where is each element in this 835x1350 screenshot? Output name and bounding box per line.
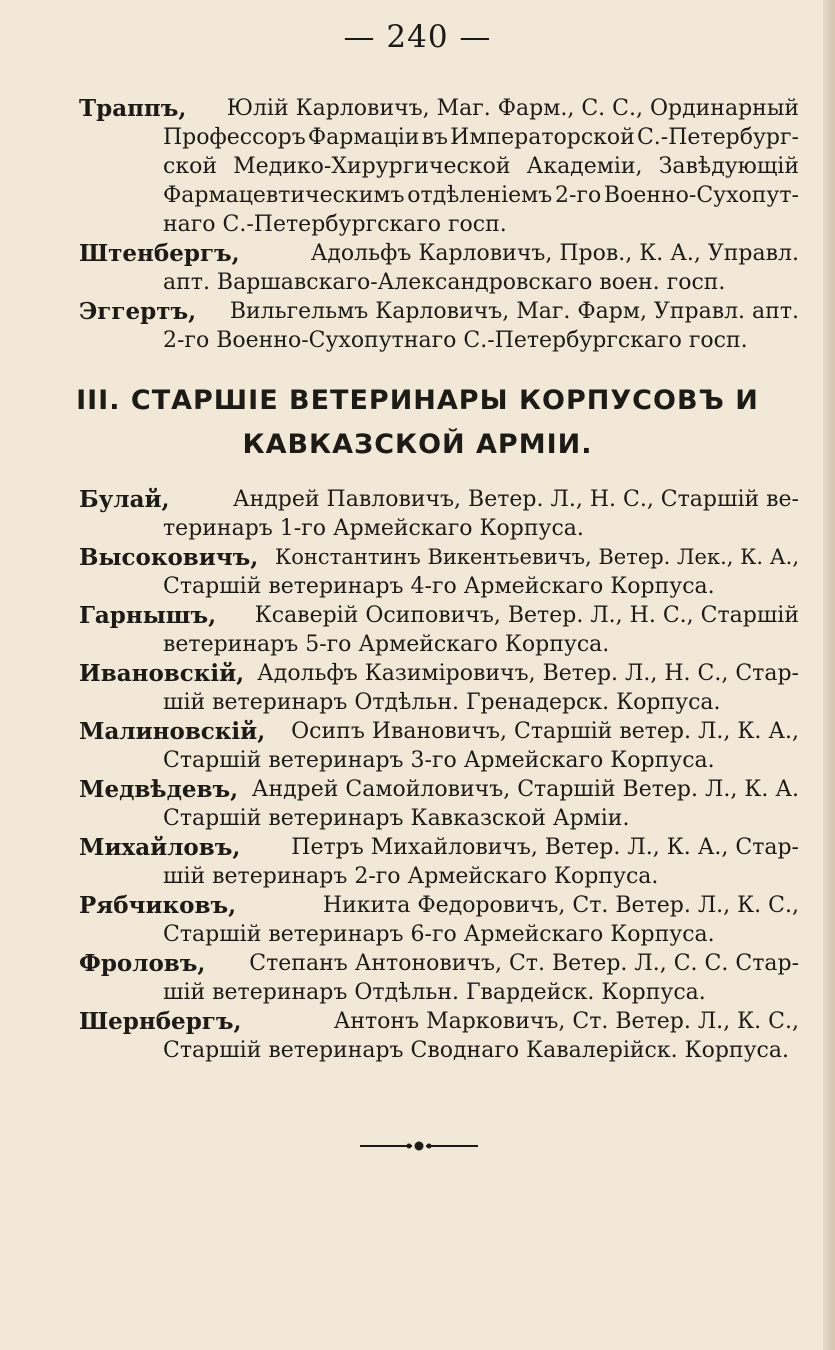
- veterinarian-entry: [79, 659, 799, 717]
- word: Военно-Сухопут-: [603, 183, 799, 208]
- section-heading: [0, 379, 835, 467]
- page-edge-shadow: [823, 0, 835, 1350]
- entry-continuation-line: 2-го Военно-Сухопутнаго С.-Петербургскаго госп.: [163, 328, 748, 353]
- entry-text: Адольфъ Карловичъ, Пров., К. А., Управл.: [310, 241, 799, 266]
- entry-first-line: [79, 833, 799, 862]
- entry-name: Высоковичъ,: [79, 544, 259, 571]
- entry-name: Булай,: [79, 486, 170, 513]
- entry-name: Медвѣдевъ,: [79, 776, 239, 803]
- ornament-divider: [360, 1140, 478, 1152]
- entry-name: Малиновскій,: [79, 718, 266, 745]
- section-heading-line-2: КАВКАЗСКОЙ АРМІИ.: [242, 429, 593, 460]
- entry-text: Андрей Самойловичъ, Старшій Ветер. Л., К. А.: [251, 777, 799, 802]
- word: Фармацевтическимъ: [163, 183, 405, 208]
- entry-first-line: [79, 659, 799, 688]
- entry-continuation-line: [163, 123, 799, 152]
- pharmacists-list: [79, 94, 799, 355]
- entry-first-line: [79, 94, 799, 123]
- entry-name: Эггертъ,: [79, 298, 197, 325]
- veterinarian-entry: [79, 833, 799, 891]
- word: Завѣдующій: [658, 154, 799, 179]
- section-heading-line-1: III. СТАРШІЕ ВЕТЕРИНАРЫ КОРПУСОВЪ И: [76, 385, 759, 416]
- veterinarian-entry: [79, 1007, 799, 1065]
- entry-text: Андрей Павловичъ, Ветер. Л., Н. С., Старшій ве-: [232, 487, 799, 512]
- entry-first-line: [79, 485, 799, 514]
- veterinarian-entry: [79, 543, 799, 601]
- entry-name: Траппъ,: [79, 95, 187, 122]
- entry-continuation-line: шій ветеринаръ Отдѣльн. Гвардейск. Корпуса.: [163, 980, 706, 1005]
- word: Профессоръ: [163, 125, 306, 150]
- entry-first-line: [79, 949, 799, 978]
- entry-first-line: [79, 1007, 799, 1036]
- entry-first-line: [79, 543, 799, 572]
- entry-text: Юлій Карловичъ, Маг. Фарм., С. С., Ординарный: [226, 96, 799, 121]
- entry-continuation-line: ветеринаръ 5-го Армейскаго Корпуса.: [163, 632, 610, 657]
- entry-text: Константинъ Викентьевичъ, Ветер. Лек., К. А.,: [275, 545, 799, 569]
- entry-name: Рябчиковъ,: [79, 892, 237, 919]
- word: Академіи,: [526, 154, 643, 179]
- veterinarian-entry: [79, 949, 799, 1007]
- entry-continuation-line: наго С.-Петербургскаго госп.: [163, 212, 507, 237]
- word: ской: [163, 154, 217, 179]
- entry-first-line: [79, 717, 799, 746]
- entry-name: Михайловъ,: [79, 834, 241, 861]
- page-number: — 240 —: [343, 19, 492, 55]
- entry-text: Никита Федоровичъ, Ст. Ветер. Л., К. С.,: [322, 893, 799, 918]
- entry-name: Шернбергъ,: [79, 1008, 242, 1035]
- entry-name: Фроловъ,: [79, 950, 206, 977]
- word: Императорской: [450, 125, 635, 150]
- veterinarian-entry: [79, 601, 799, 659]
- entry-first-line: [79, 775, 799, 804]
- entry-text: Петръ Михайловичъ, Ветер. Л., К. А., Стар-: [291, 835, 799, 860]
- entry-first-line: [79, 297, 799, 326]
- veterinarian-entry: [79, 485, 799, 543]
- entry-name: Ивановскій,: [79, 660, 245, 687]
- veterinarians-list: [79, 485, 799, 1065]
- entry-continuation-line: шій ветеринаръ 2-го Армейскаго Корпуса.: [163, 864, 659, 889]
- entry-text: Антонъ Марковичъ, Ст. Ветер. Л., К. С.,: [333, 1009, 799, 1034]
- entry-text: Адольфъ Казиміровичъ, Ветер. Л., Н. С., Стар-: [257, 661, 799, 686]
- entry-continuation-line: Старшій ветеринаръ Своднаго Кавалерійск. Корпуса.: [163, 1038, 789, 1063]
- word: отдѣленіемъ: [407, 183, 553, 208]
- entry-text: Осипъ Ивановичъ, Старшій ветер. Л., К. А.,: [291, 719, 799, 744]
- entry-continuation-line: Старшій ветеринаръ 3-го Армейскаго Корпуса.: [163, 748, 715, 773]
- word: въ: [421, 125, 448, 150]
- word: Фармаціи: [307, 125, 420, 150]
- veterinarian-entry: [79, 775, 799, 833]
- entry-text: Ксаверій Осиповичъ, Ветер. Л., Н. С., Старшій: [254, 603, 799, 628]
- entry-continuation-line: апт. Варшавскаго-Александровскаго воен. госп.: [163, 270, 726, 295]
- entry-name: Гарнышъ,: [79, 602, 217, 629]
- entry-first-line: [79, 891, 799, 920]
- entry-continuation-line: Старшій ветеринаръ Кавказской Арміи.: [163, 806, 630, 831]
- entry-continuation-line: шій ветеринаръ Отдѣльн. Гренадерск. Корпуса.: [163, 690, 721, 715]
- pharmacist-entry: [79, 297, 799, 355]
- entry-continuation-line: Старшій ветеринаръ 6-го Армейскаго Корпуса.: [163, 922, 715, 947]
- veterinarian-entry: [79, 717, 799, 775]
- entry-continuation-line: [163, 181, 799, 210]
- pharmacist-entry: [79, 239, 799, 297]
- entry-first-line: [79, 601, 799, 630]
- entry-name: Штенбергъ,: [79, 240, 240, 267]
- entry-continuation-line: теринаръ 1-го Армейскаго Корпуса.: [163, 516, 584, 541]
- entry-continuation-line: [163, 152, 799, 181]
- entry-text: Вильгельмъ Карловичъ, Маг. Фарм, Управл. апт.: [229, 299, 799, 324]
- entry-text: Степанъ Антоновичъ, Ст. Ветер. Л., С. С. Стар-: [249, 951, 799, 976]
- entry-continuation-line: Старшій ветеринаръ 4-го Армейскаго Корпуса.: [163, 574, 715, 599]
- entry-first-line: [79, 239, 799, 268]
- word: Медико-Хирургической: [233, 154, 511, 179]
- veterinarian-entry: [79, 891, 799, 949]
- pharmacist-entry: [79, 94, 799, 239]
- word: 2-го: [554, 183, 602, 208]
- word: С.-Петербург-: [636, 125, 799, 150]
